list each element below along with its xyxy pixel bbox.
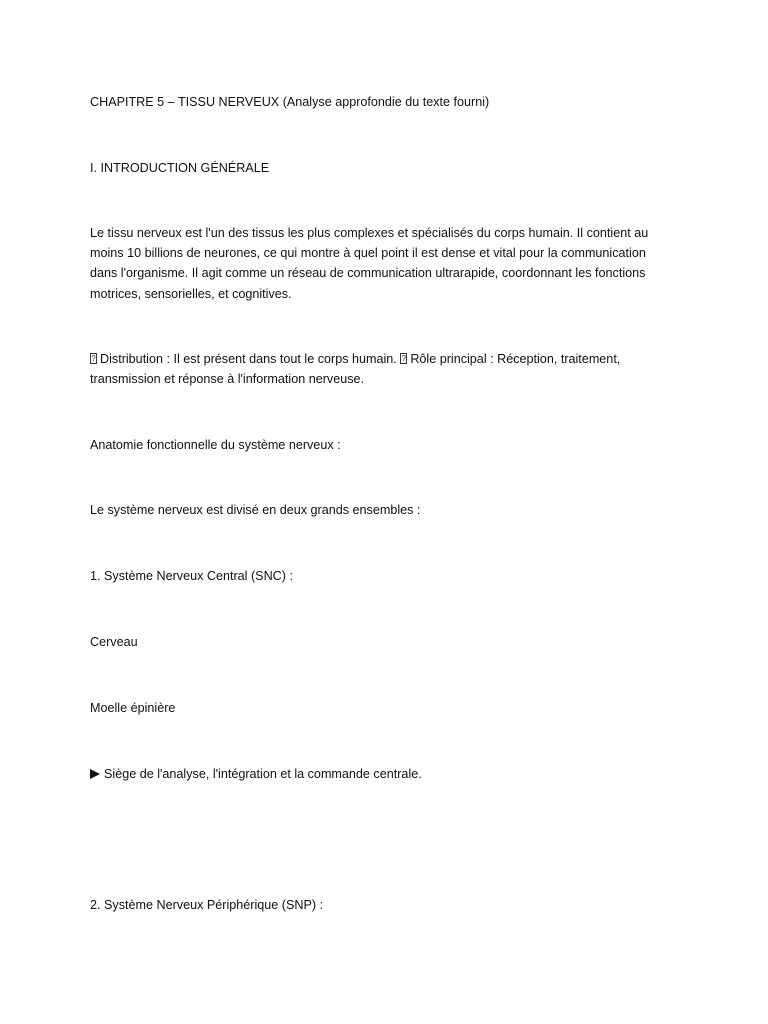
anatomy-heading: Anatomie fonctionnelle du système nerveux : bbox=[90, 438, 341, 452]
snc-item-moelle: Moelle épinière bbox=[90, 701, 176, 715]
missing-glyph-icon bbox=[400, 353, 407, 364]
division-text: Le système nerveux est divisé en deux grands ensembles : bbox=[90, 503, 421, 517]
section-heading-introduction: I. INTRODUCTION GÉNÉRALE bbox=[90, 161, 270, 175]
snc-item-cerveau: Cerveau bbox=[90, 635, 138, 649]
snc-note-text: Siège de l'analyse, l'intégration et la commande centrale. bbox=[104, 767, 422, 781]
document-title: CHAPITRE 5 – TISSU NERVEUX (Analyse approfondie du texte fourni) bbox=[90, 95, 490, 109]
intro-paragraph: Le tissu nerveux est l'un des tissus les plus complexes et spécialisés du corps humain. Il contient au moins 10 billions de neurones, ce qui montre à quel point il est dense et vital pour la communication dans l'organisme. Il agit comme un réseau de communication ultrarapide, coordonnant les fonctions motrices, sensorielles, et cognitives. bbox=[90, 226, 649, 301]
snc-heading: 1. Système Nerveux Central (SNC) : bbox=[90, 569, 293, 583]
missing-glyph-icon bbox=[90, 353, 97, 364]
snp-heading: 2. Système Nerveux Périphérique (SNP) : bbox=[90, 898, 324, 912]
snc-note bbox=[90, 764, 670, 784]
distribution-role-paragraph bbox=[90, 349, 670, 389]
role-text: Rôle principal : Réception, traitement, transmission et réponse à l'information nerveuse. bbox=[90, 352, 621, 387]
distribution-text: Distribution : Il est présent dans tout le corps humain. bbox=[100, 352, 397, 366]
arrow-right-icon bbox=[90, 769, 100, 779]
